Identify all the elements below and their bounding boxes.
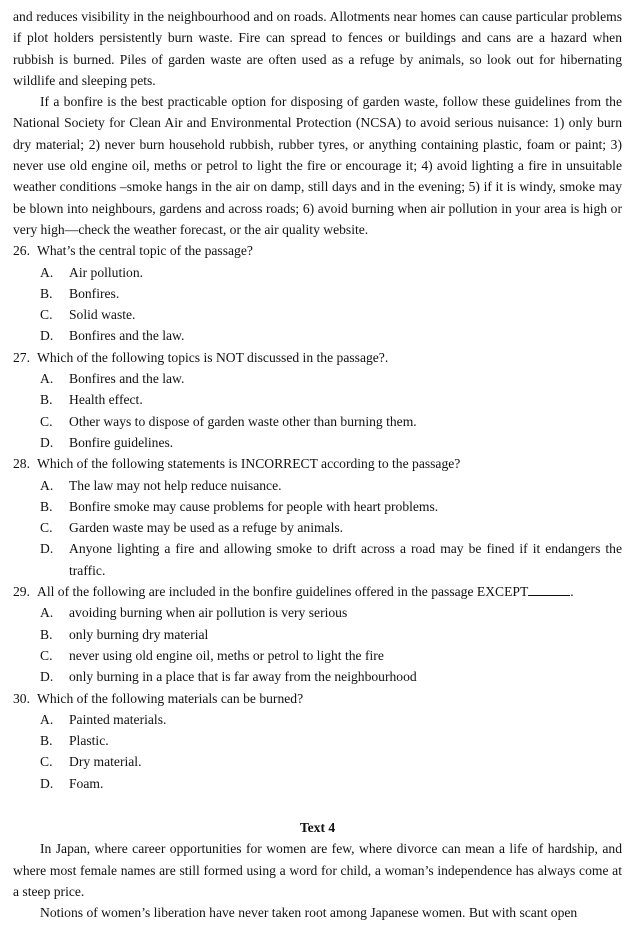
answer-option <box>13 709 622 730</box>
question-number: 29. <box>13 584 30 600</box>
answer-option <box>13 496 622 517</box>
passage-paragraph: and reduces visibility in the neighbourhood and on roads. Allotments near homes can cause particular problems if plot holders persistently burn waste. Fire can spread to fences or buildings and cans are a hazard when rubbish is burned. Piles of garden waste are often used as a refuge by animals, so look out for hibernating wildlife and sleeping pets. <box>13 9 622 88</box>
answer-option <box>13 283 622 304</box>
answer-option <box>13 432 622 453</box>
option-text: Bonfire smoke may cause problems for people with heart problems. <box>69 498 439 514</box>
option-letter: B. <box>40 392 53 408</box>
question-stem: All of the following are included in the bonfire guidelines offered in the passage EXCEPT <box>37 584 529 600</box>
option-text: avoiding burning when air pollution is very serious <box>69 605 348 621</box>
option-text: Anyone lighting a fire and allowing smoke to drift across a road may be fined if it endangers the traffic. <box>69 541 622 578</box>
option-letter: B. <box>40 626 53 642</box>
option-text: Bonfires and the law. <box>69 371 185 387</box>
question-number: 28. <box>13 456 30 472</box>
option-text: Bonfires. <box>69 285 120 301</box>
question-29 <box>13 581 622 687</box>
option-text: Health effect. <box>69 392 143 408</box>
text4-section <box>13 817 622 923</box>
answer-option <box>13 517 622 538</box>
answer-option <box>13 624 622 645</box>
option-letter: C. <box>40 413 53 429</box>
question-stem-wrap <box>37 581 622 602</box>
option-letter: D. <box>40 434 54 450</box>
question-stem: What’s the central topic of the passage? <box>37 243 253 259</box>
option-text: only burning in a place that is far away from the neighbourhood <box>69 669 417 685</box>
question-27 <box>13 347 622 453</box>
answer-option <box>13 411 622 432</box>
option-text: Bonfire guidelines. <box>69 434 174 450</box>
option-letter: D. <box>40 328 54 344</box>
option-text: Other ways to dispose of garden waste other than burning them. <box>69 413 417 429</box>
question-number: 30. <box>13 690 30 706</box>
option-text: Bonfires and the law. <box>69 328 185 344</box>
answer-option <box>13 538 622 581</box>
question-26 <box>13 240 622 346</box>
question-30 <box>13 688 622 794</box>
option-letter: C. <box>40 647 53 663</box>
option-letter: C. <box>40 754 53 770</box>
option-letter: A. <box>40 477 54 493</box>
answer-option <box>13 773 622 794</box>
answer-blank <box>528 583 570 596</box>
answer-option <box>13 730 622 751</box>
answer-option <box>13 751 622 772</box>
option-text: Garden waste may be used as a refuge by animals. <box>69 520 344 536</box>
passage-top <box>13 6 622 240</box>
option-text: Solid waste. <box>69 307 136 323</box>
option-text: Dry material. <box>69 754 142 770</box>
option-letter: A. <box>40 371 54 387</box>
question-stem-suffix: . <box>570 584 574 600</box>
option-letter: B. <box>40 285 53 301</box>
option-letter: C. <box>40 307 53 323</box>
answer-option <box>13 325 622 346</box>
option-letter: A. <box>40 711 54 727</box>
option-letter: A. <box>40 605 54 621</box>
option-text: Air pollution. <box>69 264 144 280</box>
question-list <box>13 240 622 794</box>
option-letter: B. <box>40 733 53 749</box>
option-text: Plastic. <box>69 733 109 749</box>
section-title: Text 4 <box>299 819 336 835</box>
answer-option <box>13 262 622 283</box>
answer-option <box>13 304 622 325</box>
option-letter: D. <box>40 541 54 557</box>
passage-paragraph: In Japan, where career opportunities for women are few, where divorce can mean a life of hardship, and where most female names are still formed using a word for child, a woman’s independence has always come at a steep price. <box>13 841 622 899</box>
answer-option <box>13 368 622 389</box>
answer-option <box>13 666 622 687</box>
option-text: only burning dry material <box>69 626 209 642</box>
question-number: 27. <box>13 349 30 365</box>
passage-paragraph: If a bonfire is the best practicable option for disposing of garden waste, follow these guidelines from the National Society for Clean Air and Environmental Protection (NCSA) to avoid serious nuisance: 1) only burn dry material; 2) never burn household rubbish, rubber tyres, or anything containing plastic, foam or paint; 3) never use old engine oil, meths or petrol to light the fire or encourage it; 4) avoid lighting a fire in unsuitable weather conditions –smoke hangs in the air on damp, still days and in the evening; 5) if it is windy, smoke may be blown into neighbours, gardens and across roads; 6) avoid burning when air pollution in your area is high or very high—check the weather forecast, or the air quality website. <box>13 94 622 237</box>
option-letter: A. <box>40 264 54 280</box>
answer-option <box>13 645 622 666</box>
option-letter: C. <box>40 520 53 536</box>
option-text: never using old engine oil, meths or petrol to light the fire <box>69 647 384 663</box>
passage-paragraph: Notions of women’s liberation have never taken root among Japanese women. But with scant open <box>40 905 578 921</box>
answer-option <box>13 389 622 410</box>
option-letter: D. <box>40 775 54 791</box>
question-number: 26. <box>13 243 30 259</box>
option-text: Foam. <box>69 775 104 791</box>
option-letter: B. <box>40 498 53 514</box>
answer-option <box>13 475 622 496</box>
question-stem: Which of the following topics is NOT discussed in the passage?. <box>37 349 389 365</box>
option-text: The law may not help reduce nuisance. <box>69 477 282 493</box>
question-stem: Which of the following statements is INCORRECT according to the passage? <box>37 456 461 472</box>
question-stem: Which of the following materials can be burned? <box>37 690 304 706</box>
option-text: Painted materials. <box>69 711 167 727</box>
option-letter: D. <box>40 669 54 685</box>
answer-option <box>13 602 622 623</box>
question-28 <box>13 453 622 581</box>
